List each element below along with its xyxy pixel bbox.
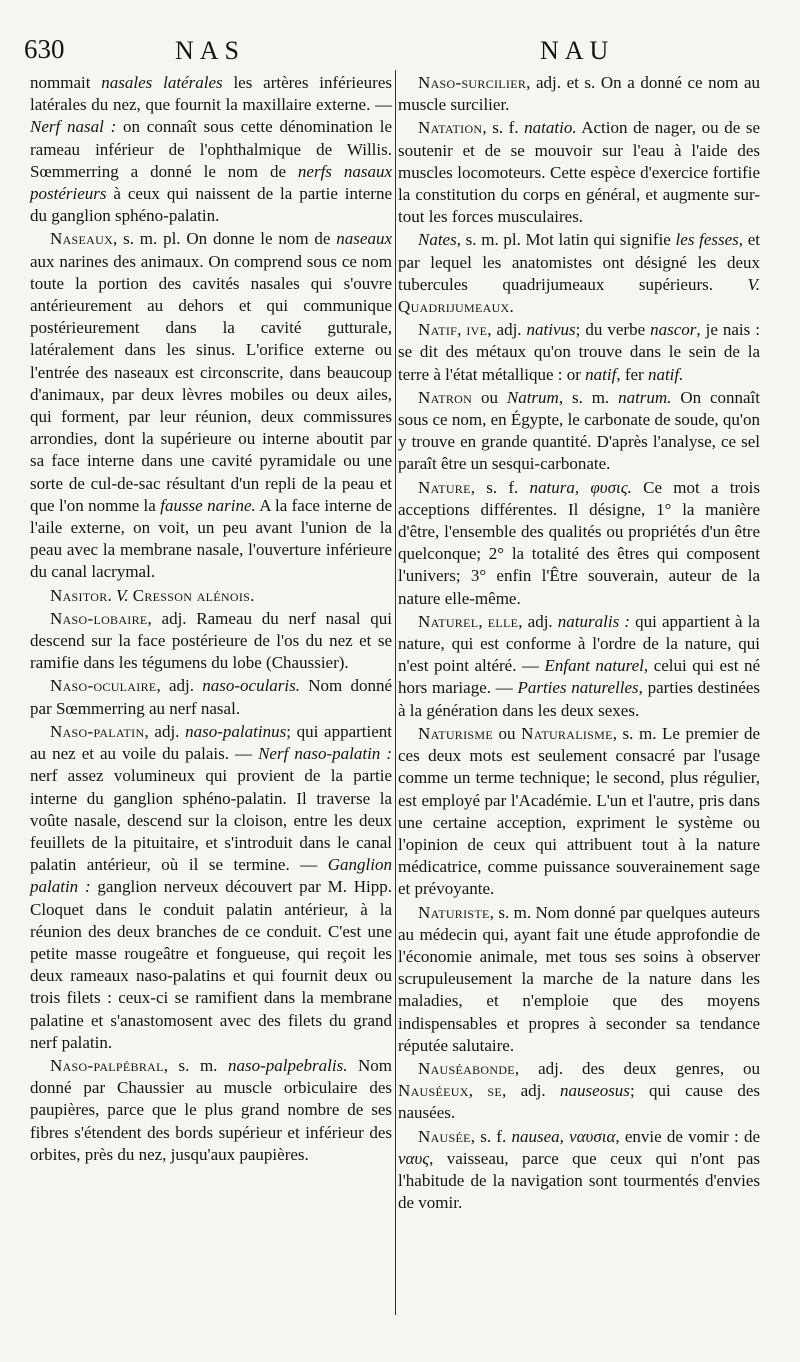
entry-text: , adj.: [144, 721, 186, 741]
entry-text: , adj.: [518, 611, 558, 631]
entry-text: ; du verbe: [575, 320, 651, 340]
entry-text: ,: [478, 611, 488, 631]
entry-text: .: [250, 585, 255, 605]
italic-term: Enfant naturel: [544, 656, 644, 676]
entry-text: ou: [472, 387, 507, 407]
entry-naturel: [398, 611, 760, 722]
entry-natation: [398, 117, 760, 228]
italic-term: naturalis :: [557, 611, 630, 631]
italic-term: ναυς: [398, 1148, 430, 1168]
italic-term: nausea, ναυσια,: [511, 1126, 620, 1146]
entry-text: aux narines des animaux. On comprend sous ce nom toute la portion des cavités nasales qui s'ouvre antérieurement au dehors et qui communique postérieurement dans la cavité gutturale, latéralement dans les sinus. L'orifice externe ou l'entrée des naseaux est circonscrite, dans beaucoup d'animaux, par deux lèvres mobiles ou deux ailes, qui forment, par leur réunion, deux commissures arrondies, dont la supérieure ou interne aboutit par sa face interne dans une cavité pyramidale ou une sorte de cul-de-sac résultant d'un repli de la peau et que l'on nomme la: [30, 251, 392, 515]
entry-headword: ive: [466, 320, 488, 340]
entry-headword: elle: [487, 611, 519, 631]
entry-text: , celui qui est né hors mariage. —: [398, 656, 760, 698]
italic-term: fausse narine.: [160, 495, 256, 515]
italic-term: natif.: [647, 364, 684, 384]
entry-text: A la face interne de l'aile externe, on voit, un peu avant l'union de la peau avec la membrane nasale, l'ouverture inférieure du canal lacrymal.: [30, 495, 392, 582]
entry-text: , s. m. pl. On donne le nom de: [113, 229, 337, 249]
entry-headword: Natron: [418, 387, 473, 407]
entry-text: Action de nager, ou de se soutenir et de se mouvoir sur l'eau à l'aide des muscles locomoteurs. Cette espèce d'exercice fortifie la constitution du corps en général, et augmente sur-tout les forces musculaires.: [398, 118, 760, 227]
italic-term: Nates: [418, 230, 457, 250]
entry-naturiste: [398, 902, 760, 1057]
entry-headword: Nauséabonde: [418, 1058, 515, 1078]
italic-term: natif: [585, 364, 617, 384]
entry-headword: Cresson alénois: [132, 585, 251, 605]
entry-headword: Naso-palpébral: [50, 1055, 164, 1075]
entry-headword: Natation: [418, 118, 483, 138]
italic-term: Ganglion palatin :: [30, 855, 392, 897]
entry-text: nerf assez volumineux qui provient de la partie interne du ganglion sphéno-palatin. Il traverse la voûte nasale, descend sur la cloison, entre les deux feuillets de la pituitaire, et s'introduit dans le canal palatin antérieur, où il se termine. —: [30, 766, 392, 875]
italic-term: natrum.: [618, 387, 672, 407]
entry-text: , adj. Rameau du nerf nasal qui descend sur la face postérieure de l'os du nez et se ramifie dans les tégumens du lobe (Chaussier).: [30, 608, 392, 673]
italic-term: naso-palpebralis.: [227, 1055, 348, 1075]
entry-natron: [398, 387, 760, 476]
italic-term: natura, φυσις.: [529, 477, 632, 497]
entry-headword: se: [487, 1081, 502, 1101]
italic-term: nativus: [526, 320, 576, 340]
page-header: [0, 34, 800, 74]
entry-naso-palpebral: [30, 1055, 392, 1166]
entry-text: , s. f.: [482, 118, 525, 138]
entry-text: nommait: [30, 73, 102, 92]
entry-headword: Naseaux: [50, 229, 114, 249]
entry-headword: Nature: [418, 477, 471, 497]
entry-nausee: [398, 1126, 760, 1215]
entry-headword: Nausée: [418, 1126, 471, 1146]
entry-text: , adj.: [487, 320, 527, 340]
entry-text: , s. f.: [470, 1126, 512, 1146]
entry-text: ou: [492, 723, 522, 743]
entry-naso-surcilier: [398, 72, 760, 116]
entry-text: .: [509, 297, 514, 317]
entry-text: , adj.: [156, 676, 203, 696]
italic-term: V.: [116, 585, 129, 605]
entry-text: on connaît sous cette dénomination le rameau inférieur de l'ophthalmique de Willis. Sœmmerring a donné le nom de: [30, 117, 392, 181]
entry-headword: Naso-surcilier: [418, 73, 527, 92]
entry-naso-lobaire: [30, 608, 392, 675]
entry-text: , s. m. pl. Mot latin qui signifie: [456, 230, 676, 250]
entry-nauseabonde: [398, 1058, 760, 1125]
entry-text: , fer: [616, 364, 648, 384]
italic-term: nasales latérales: [101, 73, 223, 92]
italic-term: V.: [747, 274, 760, 294]
italic-term: Nerf nasal :: [30, 117, 117, 137]
entry-text: , s. m.: [163, 1055, 228, 1075]
entry-text: , et par lequel les anatomistes ont désigné les deux tubercules quadrijumeaux supérieurs.: [398, 230, 760, 294]
entry-headword: Naso-palatin: [50, 721, 145, 741]
entry-naturisme: [398, 723, 760, 901]
entry-text: ; qui appartient au nez et au voile du palais. —: [30, 721, 392, 764]
entry-text: ,: [457, 320, 467, 340]
entry-headword: Natif: [418, 320, 458, 340]
italic-term: les fesses: [675, 230, 739, 250]
entry-text: ganglion nerveux découvert par M. Hipp. Cloquet dans le conduit palatin antérieur, à la réunion des deux branches de ce conduit. C'est une petite masse rougeâtre et fongueuse, qui reçoit les deux rameaux naso-palatins et qui fournit deux ou trois filets : ceux-ci se ramifient dans la membrane palatine et s'anastomosent avec des filets du grand nerf palatin.: [30, 877, 392, 1052]
italic-term: naso-palatinus: [185, 721, 287, 741]
right-column: [398, 72, 760, 1215]
entry-headword: Naturalisme: [521, 723, 613, 743]
right-running-head: NAU: [540, 36, 615, 65]
entry-text: On connaît sous ce nom, en Égypte, le carbonate de soude, qu'on y trouve en grande quantité. D'après l'analyse, ce sel paraît être un sesqui-carbonate.: [398, 387, 761, 474]
entry-text: ; qui cause des nausées.: [398, 1081, 761, 1123]
left-running-head: NAS: [175, 36, 246, 65]
entry-text: , s. m.: [558, 387, 619, 407]
entry-text: Nom donné par Chaussier au muscle orbiculaire des paupières, parce que le plus grand nombre de ses fibres s'étendent des bords supérieur et inférieur des orbites, près du nez, jusqu'aux paupières.: [30, 1055, 392, 1164]
italic-term: Parties naturelles: [517, 678, 639, 698]
entry-text: Nom donné par Sœmmerring au nerf nasal.: [30, 676, 392, 718]
entry-headword: Naturiste: [418, 902, 490, 922]
entry-text: les artères inférieures latérales du nez, que fournit la maxillaire externe. —: [30, 73, 392, 115]
entry-headword: Naso-lobaire: [50, 608, 148, 628]
italic-term: naseaux: [336, 229, 392, 249]
entry-naseaux: [30, 228, 392, 583]
page-number: 630: [24, 34, 65, 64]
entry-text: .: [107, 585, 116, 605]
column-divider: [395, 70, 396, 1315]
entry-text: , s. f.: [470, 477, 530, 497]
entry-text: , je nais : se dit des métaux qu'on trouve dans le sein de la terre à l'état métallique : or: [398, 320, 760, 384]
entry-text: , s. m. Le premier de ces deux mots est seulement consacré par l'usage comme un terme technique; le second, plus régulier, est employé par l'Académie. L'un et l'autre, pris dans une certaine acception, expriment le système ou l'opinion de ceux qui attribuent tout à la nature médicatrice, comme puissance souverainement sage et prévoyante.: [398, 723, 760, 899]
entry-nature: [398, 477, 760, 610]
italic-term: nascor: [650, 320, 697, 340]
entry-text: qui appartient à la nature, qui est conforme à l'ordre de la nature, qui n'est point altéré. —: [398, 611, 760, 676]
italic-term: Natrum: [506, 387, 559, 407]
entry-headword: Naturel: [418, 611, 479, 631]
left-column: [30, 72, 392, 1167]
italic-term: naso-ocularis.: [202, 676, 300, 696]
entry-natif: [398, 319, 760, 386]
entry-text: envie de vomir : de: [619, 1126, 760, 1146]
italic-term: nauseosus: [560, 1081, 630, 1101]
entry-text: , adj. et s. On a donné ce nom au muscle surcilier.: [398, 73, 760, 115]
entry-text: , parties destinées à la génération dans les deux sexes.: [398, 678, 760, 720]
entry-headword: Naso-oculaire: [50, 676, 157, 696]
entry-headword: Naturisme: [418, 723, 493, 743]
entry-headword: Quadrijumeaux: [398, 297, 510, 317]
entry-nates: [398, 229, 760, 318]
entry-headword: Nauséeux: [398, 1081, 469, 1101]
entry-nasal-cont: [30, 72, 392, 227]
italic-term: nerfs nasaux postérieurs: [30, 161, 392, 204]
entry-text: , adj. des deux genres, ou: [514, 1058, 760, 1078]
entry-naso-oculaire: [30, 675, 392, 719]
entry-text: ,: [468, 1081, 488, 1101]
entry-text: à ceux qui naissent de la partie interne du ganglion sphéno-palatin.: [30, 184, 392, 226]
entry-headword: Nasitor: [50, 585, 108, 605]
entry-text: , s. m. Nom donné par quelques auteurs au médecin qui, ayant fait une étude approfondie de l'économie animale, met tous ses soins à observer scrupuleusement la marche de la nature dans les maladies, et n'emploie que des moyens indispensables et propres à seconder sa tendance réputée salutaire.: [398, 902, 760, 1055]
entry-nasitor: [30, 585, 392, 607]
entry-naso-palatin: [30, 721, 392, 1054]
entry-text: , vaisseau, parce que ceux qui n'ont pas l'habitude de la navigation sont tourmentés d'envies de vomir.: [398, 1148, 760, 1213]
italic-term: Nerf naso-palatin :: [258, 744, 392, 764]
italic-term: natatio.: [524, 118, 577, 138]
entry-text: Ce mot a trois acceptions différentes. Il désigne, 1° la manière d'être, l'ensemble des qualités ou propriétés d'un être quelconque; 2° la totalité des êtres qui composent l'univers; 3° enfin l'Être souverain, auteur de la nature elle-même.: [398, 477, 760, 608]
entry-text: , adj.: [501, 1081, 561, 1101]
